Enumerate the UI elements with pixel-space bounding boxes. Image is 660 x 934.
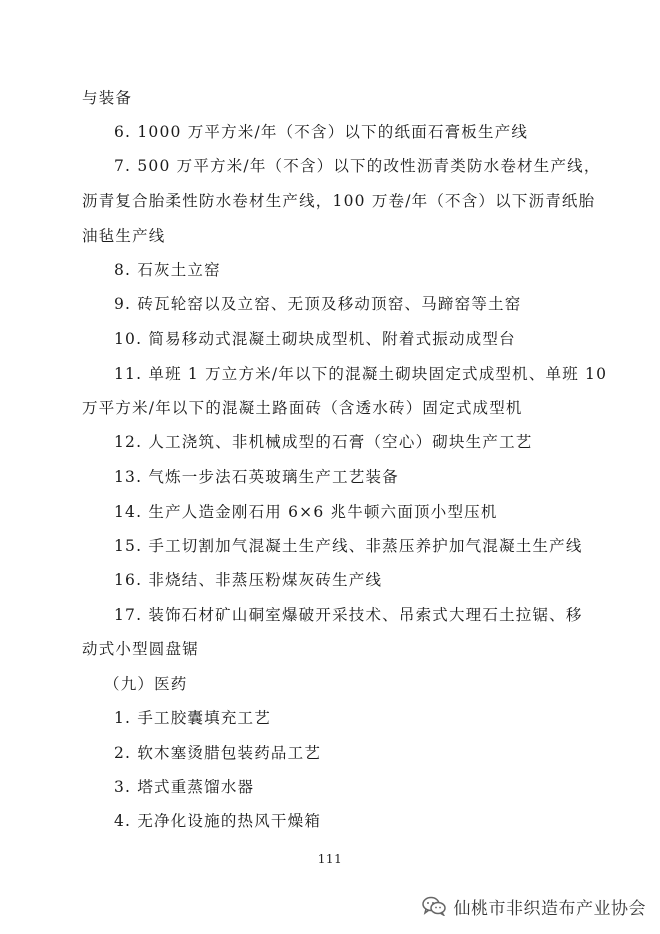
wechat-icon <box>422 896 446 916</box>
text-line: 17. 装饰石材矿山硐室爆破开采技术、吊索式大理石土拉锯、移 <box>114 606 583 624</box>
text-line: 15. 手工切割加气混凝土生产线、非蒸压养护加气混凝土生产线 <box>114 537 583 555</box>
text-line: 7. 500 万平方米/年（不含）以下的改性沥青类防水卷材生产线， <box>114 157 601 175</box>
text-line: 13. 气炼一步法石英玻璃生产工艺装备 <box>114 468 399 486</box>
text-line: 8. 石灰土立窑 <box>114 261 221 279</box>
text-line: 6. 1000 万平方米/年（不含）以下的纸面石膏板生产线 <box>114 123 529 141</box>
text-line: 14. 生产人造金刚石用 6×6 兆牛顿六面顶小型压机 <box>114 503 498 521</box>
text-line: 沥青复合胎柔性防水卷材生产线，100 万卷/年（不含）以下沥青纸胎 <box>82 192 596 210</box>
text-line: 12. 人工浇筑、非机械成型的石膏（空心）砌块生产工艺 <box>114 433 533 451</box>
watermark-text: 仙桃市非织造布产业协会 <box>453 898 646 919</box>
text-line: 16. 非烧结、非蒸压粉煤灰砖生产线 <box>114 571 383 589</box>
text-line: 2. 软木塞烫腊包装药品工艺 <box>114 744 322 762</box>
watermark <box>422 892 647 920</box>
text-line: 4. 无净化设施的热风干燥箱 <box>114 812 322 830</box>
text-line: 9. 砖瓦轮窑以及立窑、无顶及移动顶窑、马蹄窑等土窑 <box>114 295 522 313</box>
text-line: 动式小型圆盘锯 <box>82 640 199 658</box>
text-line: 11. 单班 1 万立方米/年以下的混凝土砌块固定式成型机、单班 10 <box>114 365 608 383</box>
text-line: 1. 手工胶囊填充工艺 <box>114 709 271 727</box>
text-line: 油毡生产线 <box>82 227 166 245</box>
section-heading: （九）医药 <box>104 675 188 693</box>
page-number: 111 <box>317 852 343 866</box>
text-line: 3. 塔式重蒸馏水器 <box>114 778 255 796</box>
text-line: 10. 简易移动式混凝土砌块成型机、附着式振动成型台 <box>114 330 516 348</box>
text-line: 与装备 <box>82 89 133 107</box>
text-line: 万平方米/年以下的混凝土路面砖（含透水砖）固定式成型机 <box>82 399 523 417</box>
